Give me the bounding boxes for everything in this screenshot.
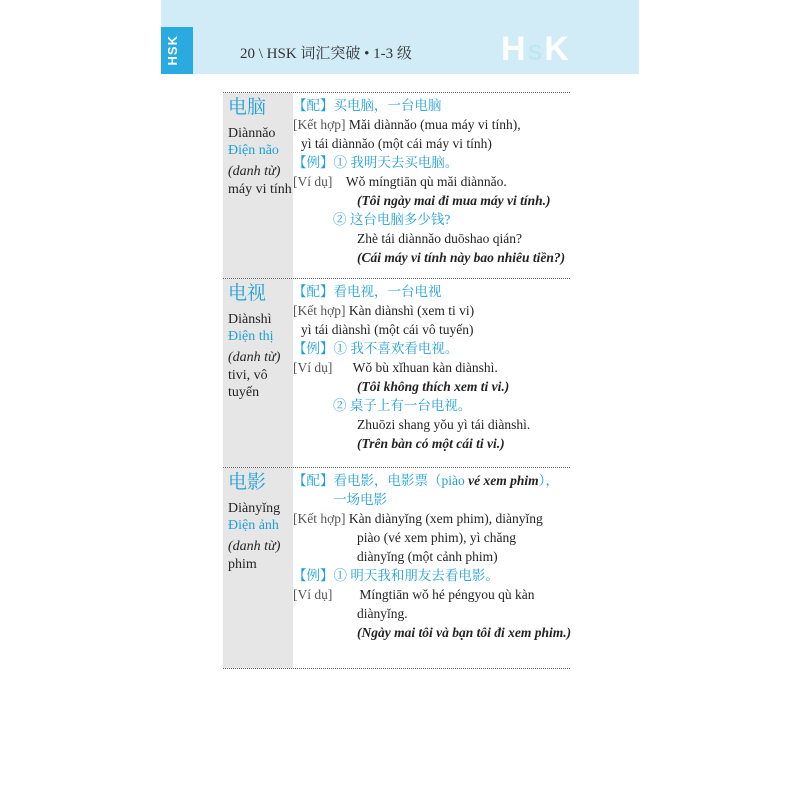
example-head: 【例】① 我明天去买电脑。 bbox=[293, 155, 459, 170]
collocation-cn-part: ）， bbox=[538, 473, 559, 488]
entry-headword bbox=[223, 93, 293, 278]
example-cn: ② 桌子上有一台电视。 bbox=[333, 398, 472, 413]
example-viet: (Cái máy vi tính này bao nhiêu tiền?) bbox=[357, 250, 566, 265]
entry-details bbox=[293, 279, 570, 459]
entry-headword bbox=[223, 279, 293, 467]
collocation-text: yì tái diànnǎo (một cái máy vi tính) bbox=[301, 136, 492, 151]
collocation-cn bbox=[293, 471, 570, 490]
entry-details bbox=[293, 468, 570, 648]
entry-pos: (danh từ) bbox=[228, 539, 281, 554]
collocation-tag: [Kết hợp] bbox=[293, 117, 346, 132]
example-tag: [Ví dụ] bbox=[293, 360, 333, 375]
collocation-text: Kàn diànshì (xem ti vi) bbox=[348, 303, 475, 318]
example-pinyin: Zhuōzi shang yǒu yì tái diànshì. bbox=[357, 417, 531, 432]
page-header bbox=[161, 0, 639, 74]
entry-viet: Điện thị bbox=[228, 329, 274, 344]
collocation-cn: 【配】看电视，一台电视 bbox=[293, 284, 442, 299]
entry-pos: (danh từ) bbox=[228, 164, 281, 179]
vocab-entry bbox=[223, 92, 570, 278]
example-cn: ② 这台电脑多少钱? bbox=[333, 212, 451, 227]
entry-pos: (danh từ) bbox=[228, 350, 281, 365]
entry-pinyin: Diànnǎo bbox=[228, 126, 276, 141]
collocation-cn: 一场电影 bbox=[333, 492, 387, 507]
example-tag: [Ví dụ] bbox=[293, 587, 333, 602]
side-tab bbox=[161, 27, 193, 74]
hsk-logo: HSK bbox=[501, 30, 571, 68]
entry-hanzi: 电影 bbox=[228, 472, 267, 493]
example-viet: (Tôi ngày mai đi mua máy vi tính.) bbox=[357, 193, 551, 208]
example-pinyin: Zhè tái diànnǎo duōshao qián? bbox=[357, 231, 522, 246]
example-head: 【例】① 我不喜欢看电视。 bbox=[293, 341, 459, 356]
collocation-text: diànyǐng (một cảnh phim) bbox=[357, 549, 498, 564]
collocation-cn-viet: vé xem phim bbox=[468, 473, 539, 488]
collocation-tag: [Kết hợp] bbox=[293, 303, 346, 318]
example-head: 【例】① 明天我和朋友去看电影。 bbox=[293, 568, 499, 583]
entry-viet: Điện ảnh bbox=[228, 518, 279, 533]
vocab-entry bbox=[223, 467, 570, 669]
collocation-cn: 【配】买电脑，一台电脑 bbox=[293, 98, 442, 113]
example-pinyin: Míngtiān wǒ hé péngyou qù kàn bbox=[359, 587, 535, 602]
example-viet: (Trên bàn có một cái ti vi.) bbox=[357, 436, 505, 451]
entry-meaning: tivi, vô tuyến bbox=[228, 368, 268, 400]
entry-meaning: phim bbox=[228, 557, 257, 572]
vocab-entries bbox=[223, 92, 570, 669]
entry-pinyin: Diànshì bbox=[228, 312, 272, 327]
page-title: 20 \ HSK 词汇突破 • 1-3 级 bbox=[240, 46, 412, 62]
entry-hanzi: 电脑 bbox=[228, 97, 267, 118]
side-tab-label: HSK bbox=[165, 35, 180, 66]
collocation-tag: [Kết hợp] bbox=[293, 511, 346, 526]
collocation-text: piào (vé xem phim), yì chǎng bbox=[357, 530, 516, 545]
example-pinyin: Wǒ bù xǐhuan kàn diànshì. bbox=[352, 360, 498, 375]
book-page bbox=[161, 0, 639, 800]
entry-meaning: máy vi tính bbox=[228, 182, 292, 197]
example-viet: (Ngày mai tôi và bạn tôi đi xem phim.) bbox=[357, 625, 572, 640]
entry-hanzi: 电视 bbox=[228, 283, 267, 304]
vocab-entry bbox=[223, 278, 570, 467]
example-viet: (Tôi không thích xem ti vi.) bbox=[357, 379, 510, 394]
collocation-text: Kàn diànyǐng (xem phim), diànyǐng bbox=[348, 511, 543, 526]
collocation-cn-part: 【配】看电影，电影票（piào bbox=[293, 473, 465, 488]
entry-viet: Điện não bbox=[228, 143, 279, 158]
entry-details bbox=[293, 93, 570, 273]
example-pinyin: Wǒ míngtiān qù mǎi diànnǎo. bbox=[345, 174, 507, 189]
collocation-text: yì tái diànshì (một cái vô tuyến) bbox=[301, 322, 474, 337]
collocation-text: Mǎi diànnǎo (mua máy vi tính), bbox=[348, 117, 521, 132]
example-pinyin: diànyǐng. bbox=[357, 606, 408, 621]
example-tag: [Ví dụ] bbox=[293, 174, 333, 189]
entry-pinyin: Diànyǐng bbox=[228, 501, 281, 516]
entry-headword bbox=[223, 468, 293, 668]
